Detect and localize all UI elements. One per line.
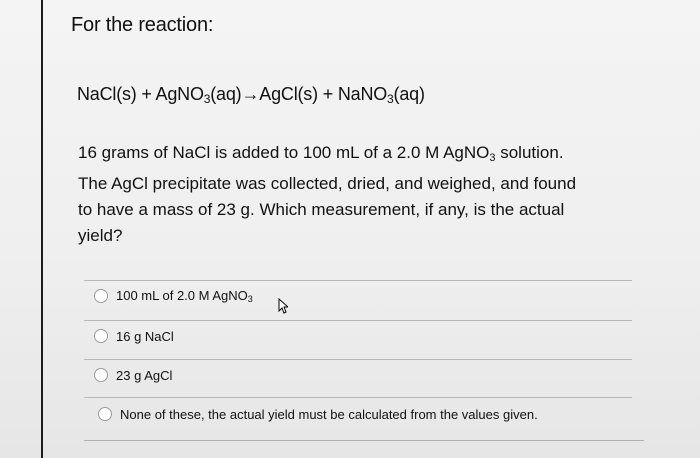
question-heading: For the reaction: xyxy=(71,14,214,36)
question-text xyxy=(78,140,638,249)
answer-option-3[interactable] xyxy=(94,365,172,385)
reactant-agno3: AgNO$_3$(aq) xyxy=(155,84,242,106)
reaction-arrow: → xyxy=(241,84,260,104)
answer-option-2[interactable] xyxy=(94,326,174,346)
question-line-2: The AgCl precipitate was collected, dried, and weighed, and found xyxy=(78,174,577,193)
question-line-1: 16 grams of NaCl is added to 100 mL of a 2.0 M AgNO$_3$ solution. xyxy=(78,143,564,164)
radio-button[interactable] xyxy=(94,368,108,382)
left-border-line xyxy=(41,0,43,458)
option-label: 100 mL of 2.0 M AgNO$_3$ xyxy=(116,288,253,304)
product-agcl: AgCl(s) xyxy=(259,84,318,104)
option-label: None of these, the actual yield must be calculated from the values given. xyxy=(120,406,538,422)
radio-button[interactable] xyxy=(94,289,108,303)
plus-sign: + xyxy=(141,84,152,104)
radio-button[interactable] xyxy=(94,329,108,343)
divider xyxy=(84,280,632,281)
answer-option-1[interactable] xyxy=(94,286,253,306)
question-line-3: to have a mass of 23 g. Which measurement, if any, is the actual xyxy=(78,200,565,219)
reactant-nacl: NaCl(s) xyxy=(77,84,137,104)
reaction-equation xyxy=(77,84,425,106)
radio-button[interactable] xyxy=(98,407,112,421)
divider xyxy=(84,440,644,441)
divider xyxy=(84,320,632,321)
option-label: 16 g NaCl xyxy=(116,328,174,344)
divider xyxy=(84,397,632,398)
plus-sign: + xyxy=(322,84,334,104)
answer-option-4[interactable] xyxy=(98,404,538,424)
divider xyxy=(84,359,632,360)
mouse-pointer-icon xyxy=(278,298,288,314)
option-label: 23 g AgCl xyxy=(116,367,173,383)
question-line-4: yield? xyxy=(78,226,123,245)
product-nano3: NaNO$_3$(aq) xyxy=(337,84,425,106)
